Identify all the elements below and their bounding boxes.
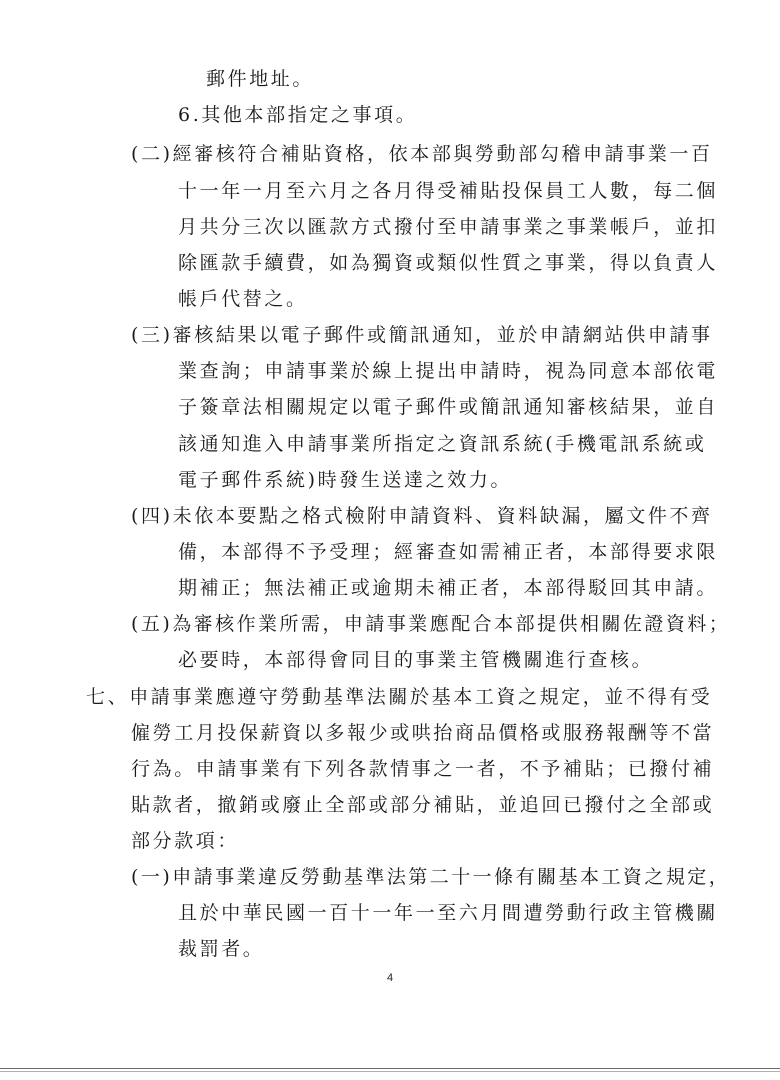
text-line: 業查詢；申請事業於線上提出申請時，視為同意本部依電	[178, 360, 719, 382]
text-line: 帳戶代替之。	[178, 288, 308, 310]
text-line: 電子郵件系統)時發生送達之效力。	[178, 469, 513, 491]
text-line: 6.其他本部指定之事項。	[178, 104, 418, 126]
bottom-edge-line	[0, 1071, 780, 1072]
text-line: 部分款項：	[131, 830, 240, 852]
text-line: 期補正；無法補正或逾期未補正者，本部得駁回其申請。	[178, 577, 719, 599]
text-line: 僱勞工月投保薪資以多報少或哄抬商品價格或服務報酬等不當	[131, 722, 715, 744]
text-line: (三)審核結果以電子郵件或簡訊通知，並於申請網站供申請事	[131, 324, 713, 346]
text-line: 月共分三次以匯款方式撥付至申請事業之事業帳戶，並扣	[178, 216, 719, 238]
text-line: (二)經審核符合補貼資格，依本部與勞動部勾稽申請事業一百	[131, 143, 713, 165]
text-line: 郵件地址。	[206, 68, 315, 90]
text-line: 該通知進入申請事業所指定之資訊系統(手機電訊系統或	[178, 433, 707, 455]
text-line: 行為。申請事業有下列各款情事之一者，不予補貼；已撥付補	[131, 758, 715, 780]
text-line: (四)未依本要點之格式檢附申請資料、資料缺漏，屬文件不齊	[131, 505, 713, 527]
text-line: 子簽章法相關規定以電子郵件或簡訊通知審核結果，並自	[178, 396, 719, 418]
text-line: (一)申請事業違反勞動基準法第二十一條有關基本工資之規定，	[131, 866, 731, 888]
text-line: 備，本部得不予受理；經審查如需補正者，本部得要求限	[178, 541, 719, 563]
bottom-edge-line	[0, 1068, 780, 1069]
text-line: 七、申請事業應遵守勞動基準法關於基本工資之規定，並不得有受	[86, 686, 713, 708]
text-line: 裁罰者。	[178, 938, 265, 960]
text-line: 必要時，本部得會同目的事業主管機關進行查核。	[178, 649, 654, 671]
text-line: (五)為審核作業所需，申請事業應配合本部提供相關佐證資料；	[131, 613, 731, 635]
page-number: 4	[386, 972, 394, 984]
text-line: 十一年一月至六月之各月得受補貼投保員工人數，每二個	[178, 180, 719, 202]
text-line: 且於中華民國一百十一年一至六月間遭勞動行政主管機關	[178, 902, 719, 924]
text-line: 除匯款手續費，如為獨資或類似性質之事業，得以負責人	[178, 252, 719, 274]
text-line: 貼款者，撤銷或廢止全部或部分補貼，並追回已撥付之全部或	[131, 794, 715, 816]
